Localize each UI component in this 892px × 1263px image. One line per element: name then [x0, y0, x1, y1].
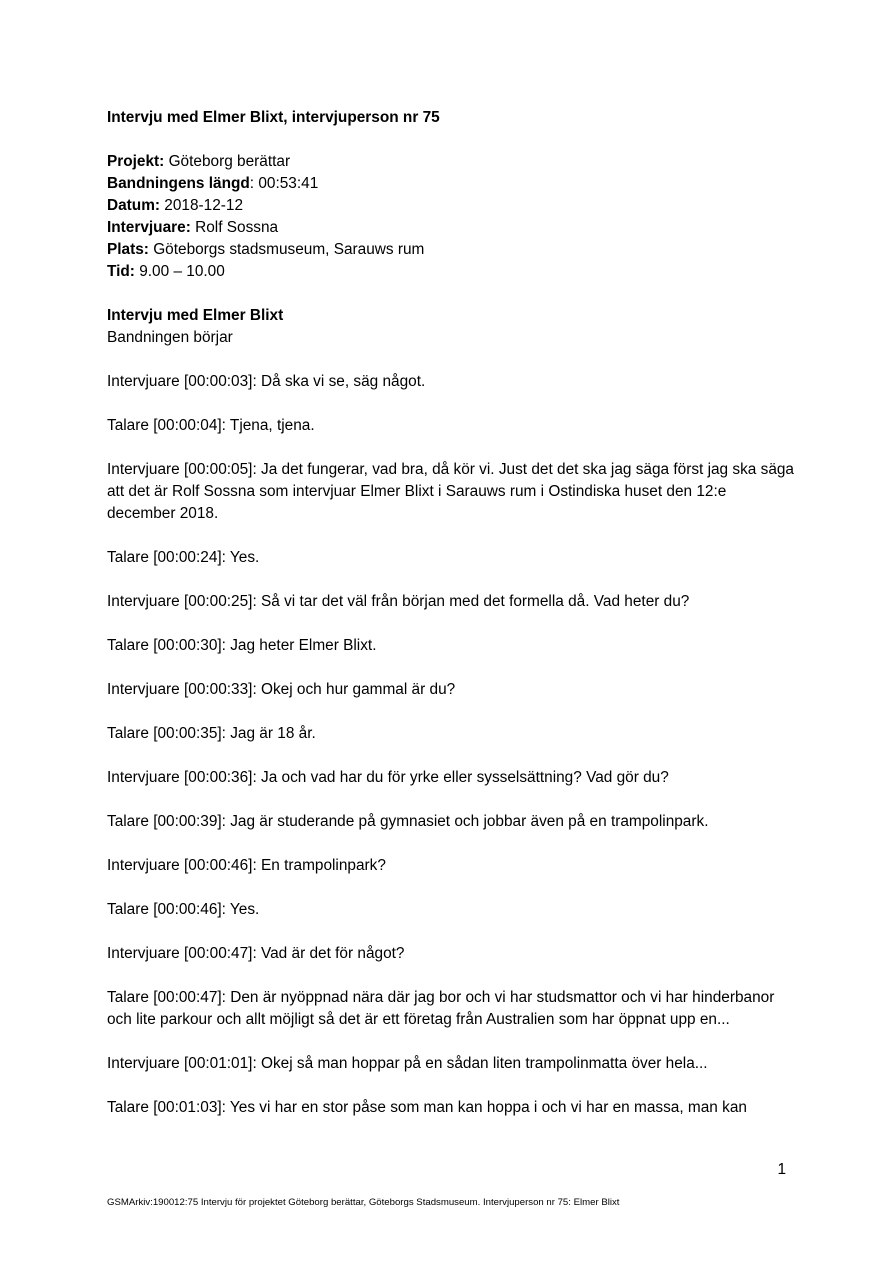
transcript-line: Intervjuare [00:00:36]: Ja och vad har du för yrke eller sysselsättning? Vad gör du? — [107, 769, 669, 786]
meta-date — [107, 195, 797, 217]
transcript-line: Talare [00:00:35]: Jag är 18 år. — [107, 725, 316, 742]
meta-label: Tid: — [107, 263, 135, 280]
transcript-line: Intervjuare [00:01:01]: Okej så man hoppar på en sådan liten trampolinmatta över hela... — [107, 1055, 708, 1072]
meta-label: Intervjuare: — [107, 219, 191, 236]
transcript-line: Intervjuare [00:00:25]: Så vi tar det väl från början med det formella då. Vad heter du? — [107, 593, 690, 610]
transcript-line: Intervjuare [00:00:47]: Vad är det för något? — [107, 945, 405, 962]
transcript-line: Talare [00:00:30]: Jag heter Elmer Blixt. — [107, 637, 377, 654]
transcript-line: Talare [00:00:47]: Den är nyöppnad nära där jag bor och vi har studsmattor och vi har hinderbanor och lite parkour och allt möjligt så det är ett företag från Australien som har öppnat upp en... — [107, 989, 775, 1028]
meta-value: 2018-12-12 — [160, 197, 244, 214]
meta-value: Göteborgs stadsmuseum, Sarauws rum — [148, 241, 425, 258]
meta-time — [107, 261, 797, 283]
transcript-line: Talare [00:00:46]: Yes. — [107, 901, 260, 918]
transcript-line: Intervjuare [00:00:46]: En trampolinpark? — [107, 857, 386, 874]
page-footer: GSMArkiv:190012:75 Intervju för projektet Göteborg berättar, Göteborgs Stadsmuseum. Intervjuperson nr 75: Elmer Blixt — [107, 1197, 620, 1208]
page-number: 1 — [777, 1161, 786, 1178]
meta-label: Bandningens längd — [107, 175, 250, 192]
meta-value: : 00:53:41 — [249, 175, 319, 192]
meta-project — [107, 151, 797, 173]
section-subtitle: Bandningen börjar — [107, 329, 233, 346]
meta-interviewer — [107, 217, 797, 239]
transcript-line: Talare [00:00:04]: Tjena, tjena. — [107, 417, 315, 434]
transcript-line: Intervjuare [00:00:33]: Okej och hur gammal är du? — [107, 681, 456, 698]
section-title: Intervju med Elmer Blixt — [107, 307, 284, 324]
meta-place — [107, 239, 797, 261]
meta-label: Plats: — [107, 241, 149, 258]
transcript-line: Talare [00:01:03]: Yes vi har en stor påse som man kan hoppa i och vi har en massa, man kan — [107, 1099, 747, 1116]
meta-label: Projekt: — [107, 153, 165, 170]
document-body — [107, 107, 797, 1141]
meta-value: 9.00 – 10.00 — [134, 263, 225, 280]
transcript-line: Talare [00:00:39]: Jag är studerande på gymnasiet och jobbar även på en trampolinpark. — [107, 813, 709, 830]
document-title: Intervju med Elmer Blixt, intervjuperson nr 75 — [107, 109, 440, 126]
transcript-line: Intervjuare [00:00:03]: Då ska vi se, säg något. — [107, 373, 426, 390]
meta-recording-length — [107, 173, 797, 195]
transcript-line: Intervjuare [00:00:05]: Ja det fungerar, vad bra, då kör vi. Just det det ska jag säga först jag ska säga att det är Rolf Sossna som intervjuar Elmer Blixt i Sarauws rum i Ostindiska huset den 12:e december 2018. — [107, 461, 794, 522]
meta-value: Göteborg berättar — [164, 153, 291, 170]
meta-label: Datum: — [107, 197, 161, 214]
transcript-line: Talare [00:00:24]: Yes. — [107, 549, 260, 566]
metadata-block — [107, 151, 797, 283]
meta-value: Rolf Sossna — [190, 219, 279, 236]
section-header — [107, 305, 797, 349]
